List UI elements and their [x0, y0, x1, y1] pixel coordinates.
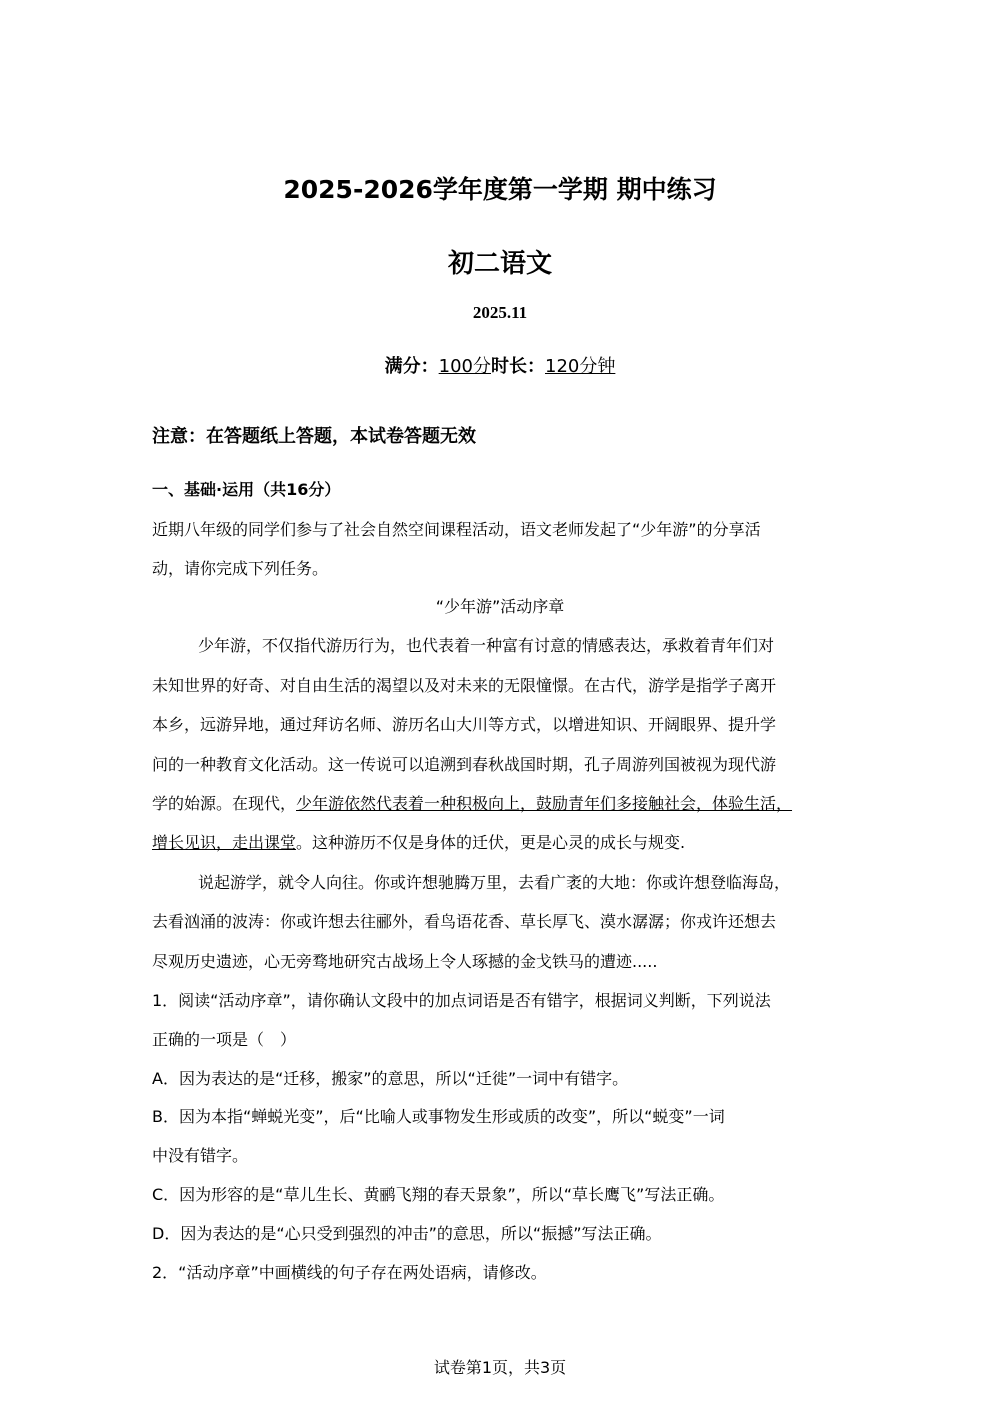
- para1-line-4: 问的一种教育文化活动。这一传说可以追溯到春秋战国时期，孔子周游列国被视为现代游: [152, 755, 777, 774]
- exam-title: 2025-2026学年度第一学期 期中练习: [283, 175, 717, 204]
- para1-line-2: 未知世界的好奇、对自由生活的渴望以及对未来的无限憧憬。在古代，游学是指学子离开: [152, 676, 777, 695]
- time-value: 120分钟: [545, 356, 616, 377]
- intro-line-1: 近期八年级的同学们参与了社会自然空间课程活动，语文老师发起了“少年游”的分享活: [152, 520, 761, 539]
- para2-line-3: 尽观历史遗迹，心无旁骛地研究古战场上令人琢撼的金戈铁马的遭迹.....: [152, 952, 658, 971]
- subject-title: 初二语文: [447, 249, 552, 279]
- option-a: A．因为表达的是“迁移，搬家”的意思，所以“迁徙”一词中有错字。: [152, 1069, 629, 1088]
- underlined-sentence-part-1: 少年游依然代表着一种积极向上，鼓励青年们多接触社会，体验生活，: [296, 794, 793, 813]
- page-footer: 试卷第1页，共3页: [433, 1358, 567, 1377]
- para1-line-1: 少年游，不仅指代游历行为，也代表着一种富有讨意的情感表达，承救着青年们对: [198, 636, 775, 655]
- question-1-line-1: 1．阅读“活动序章”，请你确认文段中的加点词语是否有错字，根据词义判断，下列说法: [152, 991, 771, 1010]
- notice: 注意：在答题纸上答题，本试卷答题无效: [152, 426, 476, 447]
- para1-line-5: [152, 791, 792, 814]
- option-b-line-2: 中没有错字。: [152, 1146, 249, 1165]
- para1-line-6: [152, 830, 685, 853]
- para1-line-3: 本乡，远游异地，通过拜访名师、游历名山大川等方式，以增进知识、开阔眼界、提升学: [152, 715, 777, 734]
- para2-line-1: 说起游学，就令人向往。你或许想驰腾万里，去看广袤的大地：你或许想登临海岛，: [198, 873, 791, 892]
- option-b-line-1: B．因为本指“蝉蜕光变”，后“比喻人或事物发生形或质的改变”，所以“蜕变”一词: [152, 1107, 725, 1126]
- option-c: C．因为形容的是“草儿生长、黄鹂飞翔的春天景象”，所以“草长鹰飞”写法正确。: [152, 1185, 725, 1204]
- exam-date: 2025.11: [472, 303, 528, 322]
- para1-line-5-text: 学的始源。在现代，: [152, 794, 297, 813]
- score-value: 100分: [438, 356, 491, 377]
- question-1-line-2: 正确的一项是（ ）: [152, 1030, 297, 1049]
- para2-line-2: 去看汹涌的波涛：你或许想去往郦外，看鸟语花香、草长厚飞、漠水潺潺；你戎许还想去: [152, 912, 777, 931]
- passage-title: “少年游”活动序章: [435, 597, 565, 616]
- score-label: 满分：: [384, 356, 439, 377]
- underlined-sentence-part-2: 增长见识，走出课堂: [152, 833, 297, 852]
- option-d: D．因为表达的是“心只受到强烈的冲击”的意思，所以“振撼”写法正确。: [152, 1224, 662, 1243]
- intro-line-2: 动，请你完成下列任务。: [152, 559, 329, 578]
- score-time-line: [0, 352, 1000, 378]
- time-label: 时长：: [491, 356, 545, 377]
- para1-line-6-text: 。这种游历不仅是身体的迁伏，更是心灵的成长与规变.: [296, 833, 686, 852]
- section-heading: 一、基础·运用（共16分）: [152, 480, 341, 499]
- question-2: 2．“活动序章”中画横线的句子存在两处语病，请修改。: [152, 1263, 547, 1282]
